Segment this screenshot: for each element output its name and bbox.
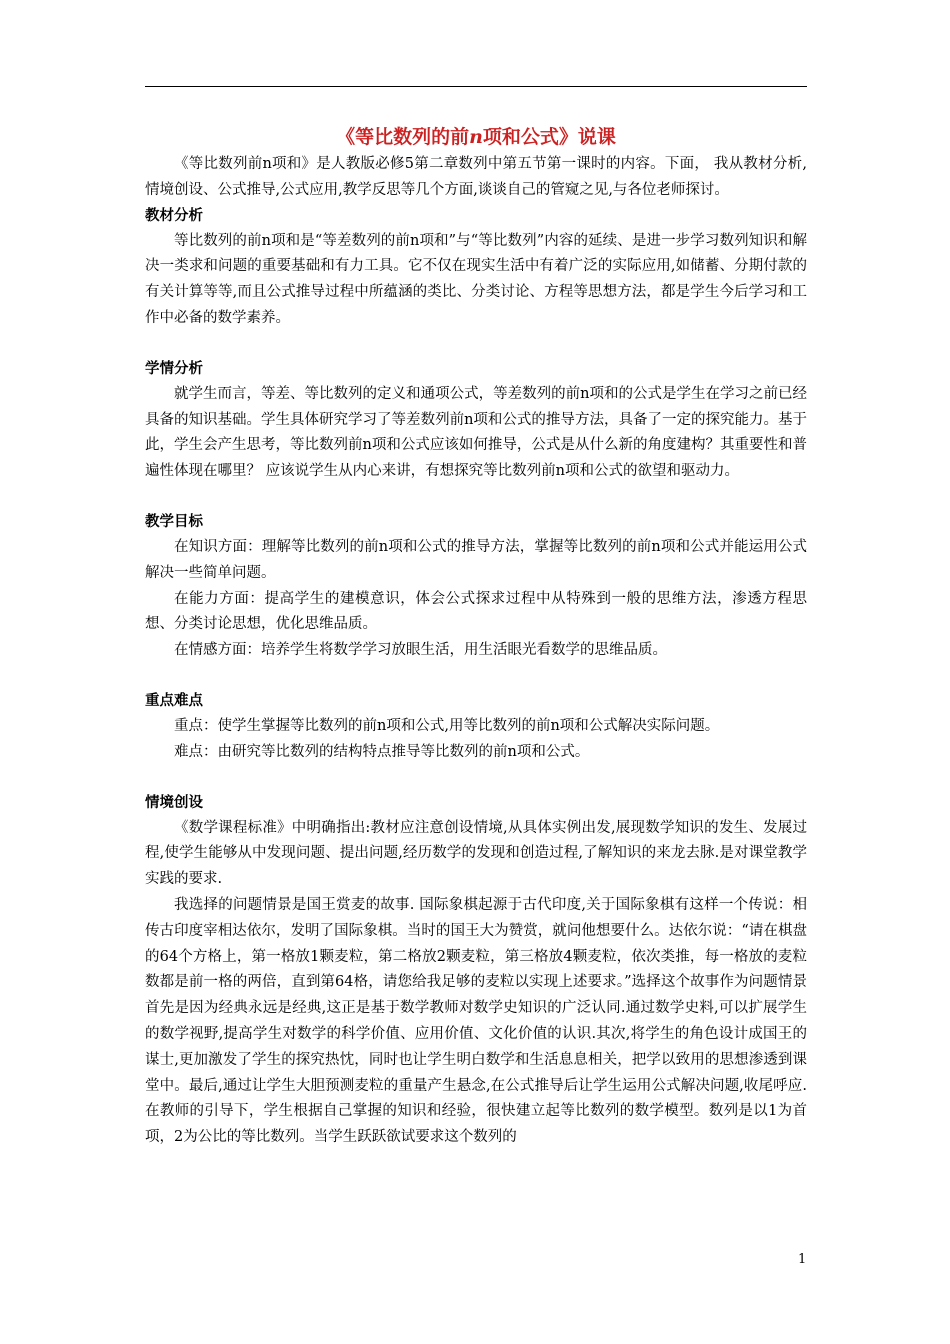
document-body <box>145 124 807 1151</box>
intro-paragraph: 《等比数列前n项和》是人教版必修5第二章数列中第五节第一课时的内容。下面， 我从教材分析,情境创设、公式推导,公式应用,教学反思等几个方面,谈谈自己的管窥之见,与各位老师探讨。 <box>145 156 807 198</box>
header-rule <box>145 86 807 87</box>
paragraph: 难点：由研究等比数列的结构特点推导等比数列的前n项和公式。 <box>174 743 590 760</box>
paragraph: 等比数列的前n项和是“等差数列的前n项和”与“等比数列”内容的延续、是进一步学习数列知识和解决一类求和问题的重要基础和有力工具。它不仅在现实生活中有着广泛的实际应用,如储蓄、分期付款的有关计算等等,而且公式推导过程中所蕴涵的类比、分类讨论、方程等思想方法，都是学生今后学习和工作中必备的数学素养。 <box>145 232 807 326</box>
document-title: 《等比数列的前n项和公式》说课 <box>336 126 616 148</box>
section-heading-mubiao: 教学目标 <box>145 513 203 530</box>
page-number: 1 <box>798 1252 807 1267</box>
section-heading-qingjing: 情境创设 <box>145 794 203 811</box>
paragraph: 《数学课程标准》中明确指出:教材应注意创设情境,从具体实例出发,展现数学知识的发生、发展过程,使学生能够从中发现问题、提出问题,经历数学的发现和创造过程,了解知识的来龙去脉.是对课堂教学实践的要求. <box>145 819 807 888</box>
section-heading-zhongdian: 重点难点 <box>145 692 203 709</box>
section-heading-jiaocai: 教材分析 <box>145 207 203 224</box>
paragraph: 我选择的问题情景是国王赏麦的故事. 国际象棋起源于古代印度,关于国际象棋有这样一个传说：相传古印度宰相达依尔，发明了国际象棋。当时的国王大为赞赏，就问他想要什么。达依尔说：“请在棋盘的64个方格上，第一格放1颗麦粒，第二格放2颗麦粒，第三格放4颗麦粒，依次类推，每一格放的麦粒数都是前一格的两倍，直到第64格，请您给我足够的麦粒以实现上述要求。”选择这个故事作为问题情景首先是因为经典永远是经典,这正是基于数学教师对数学史知识的广泛认同.通过数学史料,可以扩展学生的数学视野,提高学生对数学的科学价值、应用价值、文化价值的认识.其次,将学生的角色设计成国王的谋士,更加激发了学生的探究热忱，同时也让学生明白数学和生活息息相关，把学以致用的思想渗透到课堂中。最后,通过让学生大胆预测麦粒的重量产生悬念,在公式推导后让学生运用公式解决问题,收尾呼应.在教师的引导下，学生根据自己掌握的知识和经验，很快建立起等比数列的数学模型。数列是以1为首项，2为公比的等比数列。当学生跃跃欲试要求这个数列的 <box>145 896 807 1146</box>
paragraph: 在能力方面：提高学生的建模意识，体会公式探求过程中从特殊到一般的思维方法，渗透方程思想、分类讨论思想，优化思维品质。 <box>145 590 807 633</box>
paragraph: 在知识方面：理解等比数列的前n项和公式的推导方法，掌握等比数列的前n项和公式并能运用公式解决一些简单问题。 <box>145 538 807 581</box>
paragraph: 就学生而言，等差、等比数列的定义和通项公式，等差数列的前n项和的公式是学生在学习之前已经具备的知识基础。学生具体研究学习了等差数列前n项和公式的推导方法，具备了一定的探究能力。基于此，学生会产生思考，等比数列前n项和公式应该如何推导，公式是从什么新的角度建构？其重要性和普遍性体现在哪里？ 应该说学生从内心来讲，有想探究等比数列前n项和公式的欲望和驱动力。 <box>145 385 807 480</box>
section-heading-xueqing: 学情分析 <box>145 360 203 377</box>
paragraph: 重点：使学生掌握等比数列的前n项和公式,用等比数列的前n项和公式解决实际问题。 <box>174 717 720 734</box>
paragraph: 在情感方面：培养学生将数学学习放眼生活，用生活眼光看数学的思维品质。 <box>174 642 667 659</box>
